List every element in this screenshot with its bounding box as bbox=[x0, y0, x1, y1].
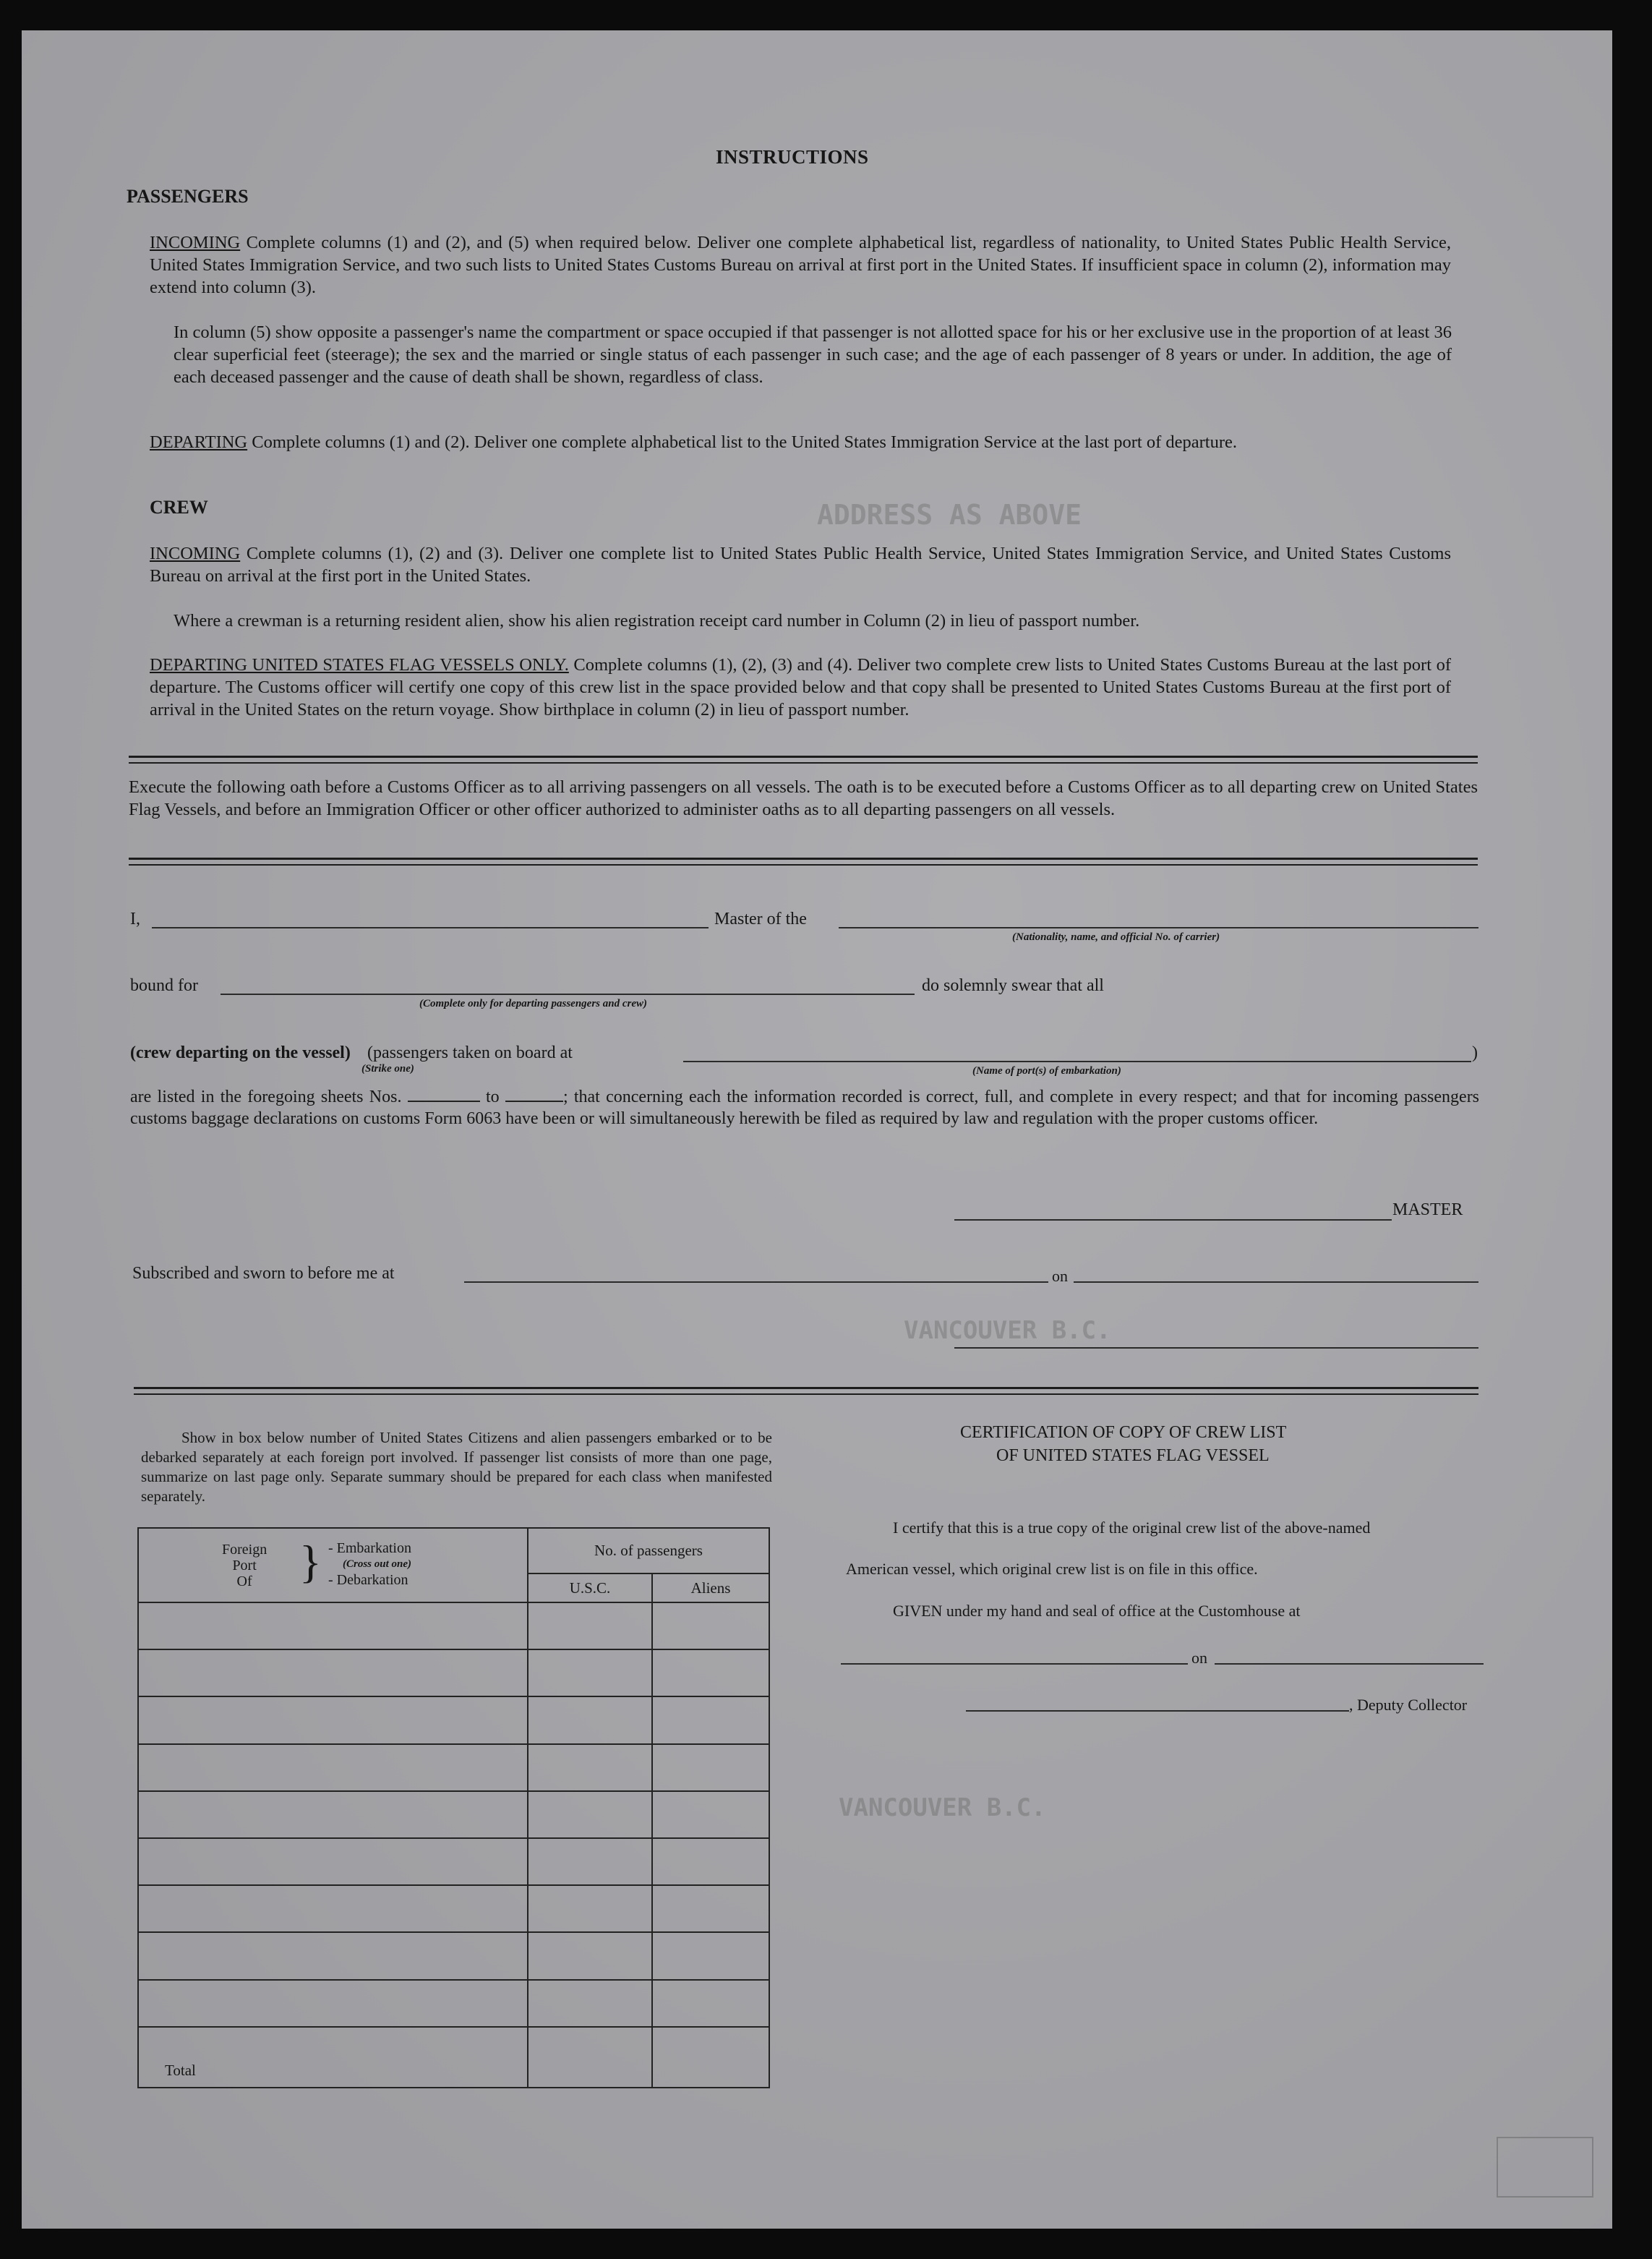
passengers-taken-option[interactable]: (passengers taken on board at bbox=[367, 1043, 573, 1062]
aliens-cell[interactable] bbox=[652, 1980, 769, 2027]
deputy-collector-label: , Deputy Collector bbox=[1349, 1696, 1468, 1714]
usc-header: U.S.C. bbox=[528, 1573, 652, 1602]
strike-one-hint: (Strike one) bbox=[361, 1063, 414, 1075]
passengers-heading: PASSENGERS bbox=[127, 186, 249, 207]
subscribed-date-field[interactable] bbox=[1074, 1281, 1478, 1283]
port-cell[interactable] bbox=[138, 1744, 528, 1791]
ports-hint: (Name of port(s) of embarkation) bbox=[972, 1065, 1121, 1077]
crew-departing-option[interactable]: (crew departing on the vessel) bbox=[130, 1043, 351, 1062]
aliens-cell[interactable] bbox=[652, 1696, 769, 1743]
sheet-from-field[interactable] bbox=[408, 1088, 480, 1102]
usc-cell[interactable] bbox=[528, 1791, 652, 1838]
usc-cell[interactable] bbox=[528, 1649, 652, 1696]
listed-text-b: ; that concerning each the information recorded is correct, full, and complete in every respect; and that for incoming passengers customs baggage declarations on customs Form 6063 have been or will simultaneously herewith be filed as required by law and regulation with the proper customs officer. bbox=[130, 1088, 1480, 1128]
usc-cell[interactable] bbox=[528, 1602, 652, 1649]
master-label: MASTER bbox=[1392, 1200, 1463, 1219]
certification-title-1: CERTIFICATION OF COPY OF CREW LIST bbox=[960, 1423, 1287, 1442]
master-signature-field[interactable] bbox=[954, 1219, 1392, 1221]
subscribed-on-label: on bbox=[1052, 1267, 1068, 1285]
port-cell[interactable] bbox=[138, 1696, 528, 1743]
crew-departing-label: DEPARTING UNITED STATES FLAG VESSELS ONLY. bbox=[150, 655, 569, 675]
usc-cell[interactable] bbox=[528, 1696, 652, 1743]
aliens-cell[interactable] bbox=[652, 1602, 769, 1649]
usc-cell[interactable] bbox=[528, 1932, 652, 1979]
aliens-header: Aliens bbox=[652, 1573, 769, 1602]
crew-resident-paragraph: Where a crewman is a returning resident alien, show his alien registration receipt card number in Column (2) in lieu of passport number. bbox=[174, 611, 1140, 631]
subscribed-label: Subscribed and sworn to before me at bbox=[132, 1264, 395, 1283]
port-cell[interactable] bbox=[138, 1602, 528, 1649]
port-cell[interactable] bbox=[138, 1649, 528, 1696]
section-divider bbox=[129, 756, 1478, 764]
aliens-cell[interactable] bbox=[652, 1744, 769, 1791]
listed-text-a: are listed in the foregoing sheets Nos. bbox=[130, 1088, 402, 1106]
foreign-port-header bbox=[138, 1528, 528, 1602]
debarkation-label[interactable]: - Debarkation bbox=[328, 1572, 408, 1588]
bleed-through-text: VANCOUVER B.C. bbox=[904, 1316, 1111, 1345]
crew-incoming-label: INCOMING bbox=[150, 544, 241, 563]
port-cell[interactable] bbox=[138, 1885, 528, 1932]
aliens-cell[interactable] bbox=[652, 1791, 769, 1838]
listed-paragraph bbox=[130, 1086, 1479, 1130]
usc-cell[interactable] bbox=[528, 1980, 652, 2027]
of-label: Of bbox=[236, 1573, 252, 1589]
certification-date-field[interactable] bbox=[1215, 1663, 1484, 1665]
port-cell[interactable] bbox=[138, 1791, 528, 1838]
passengers-incoming-paragraph bbox=[150, 231, 1451, 299]
crew-incoming-text: Complete columns (1), (2) and (3). Deliver one complete list to United States Public Health Service, United States Immigration Service, and United States Customs Bureau on arrival at the first port in the United States. bbox=[150, 544, 1451, 586]
bleed-through-text: ADDRESS AS ABOVE bbox=[817, 499, 1082, 531]
corner-stamp-box bbox=[1497, 2137, 1593, 2198]
aliens-cell[interactable] bbox=[652, 1649, 769, 1696]
brace-icon: } bbox=[299, 1536, 322, 1587]
passengers-departing-text: Complete columns (1) and (2). Deliver one complete alphabetical list to the United States Immigration Service at the last port of departure. bbox=[247, 432, 1237, 452]
subscribed-place-field[interactable] bbox=[464, 1281, 1048, 1283]
carrier-field[interactable] bbox=[839, 927, 1478, 928]
ports-field[interactable] bbox=[683, 1061, 1471, 1062]
passengers-column5-paragraph: In column (5) show opposite a passenger's name the compartment or space occupied if that passenger is not allotted space for his or her exclusive use in the proportion of at least 36 clear superficial feet (steerage); the sex and the married or single status of each passenger in such case; and the age of each passenger of 8 years or under. In addition, the age of each deceased passenger and the cause of death shall be shown, regardless of class. bbox=[174, 323, 1452, 387]
listed-to: to bbox=[486, 1088, 500, 1106]
section-divider bbox=[129, 858, 1478, 866]
aliens-total-cell[interactable] bbox=[652, 2027, 769, 2088]
carrier-hint: (Nationality, name, and official No. of carrier) bbox=[1012, 931, 1220, 943]
usc-cell[interactable] bbox=[528, 1885, 652, 1932]
deputy-signature-field[interactable] bbox=[966, 1710, 1349, 1712]
page-title: INSTRUCTIONS bbox=[716, 146, 869, 168]
port-cell[interactable] bbox=[138, 1838, 528, 1885]
certify-line-1: I certify that this is a true copy of the original crew list of the above-named bbox=[893, 1519, 1371, 1537]
crew-departing-paragraph bbox=[150, 654, 1451, 721]
no-passengers-header: No. of passengers bbox=[528, 1528, 769, 1573]
sheet-to-field[interactable] bbox=[505, 1088, 563, 1102]
given-line: GIVEN under my hand and seal of office at the Customhouse at bbox=[893, 1602, 1301, 1620]
passengers-departing-paragraph bbox=[150, 431, 1451, 453]
certify-line-2: American vessel, which original crew list is on file in this office. bbox=[846, 1560, 1258, 1578]
port-cell[interactable] bbox=[138, 1980, 528, 2027]
bound-for-label: bound for bbox=[130, 976, 198, 995]
bound-for-field[interactable] bbox=[221, 994, 915, 995]
section-divider bbox=[134, 1387, 1478, 1395]
foreign-label: Foreign bbox=[222, 1542, 268, 1558]
master-name-field[interactable] bbox=[152, 927, 709, 928]
certification-on-label: on bbox=[1191, 1649, 1207, 1667]
aliens-cell[interactable] bbox=[652, 1932, 769, 1979]
usc-cell[interactable] bbox=[528, 1838, 652, 1885]
crew-heading: CREW bbox=[150, 497, 208, 518]
embarkation-label[interactable]: - Embarkation bbox=[328, 1540, 411, 1556]
close-paren: ) bbox=[1472, 1043, 1478, 1062]
usc-cell[interactable] bbox=[528, 1744, 652, 1791]
summary-instructions: Show in box below number of United States Citizens and alien passengers embarked or to be debarked separately at each foreign port involved. If passenger list consists of more than one page, summarize on last page only. Separate summary should be prepared for each class when manifested separately. bbox=[141, 1429, 772, 1505]
aliens-cell[interactable] bbox=[652, 1838, 769, 1885]
passengers-incoming-text: Complete columns (1) and (2), and (5) when required below. Deliver one complete alphabetical list, regardless of nationality, to United States Public Health Service, United States Immigration Service, and two such lists to United States Customs Bureau on arrival at first port in the United States. If insufficient space in column (2), information may extend into column (3). bbox=[150, 233, 1451, 297]
passenger-summary-table bbox=[137, 1527, 770, 2088]
certification-title-2: OF UNITED STATES FLAG VESSEL bbox=[996, 1446, 1270, 1465]
usc-total-cell[interactable] bbox=[528, 2027, 652, 2088]
total-label: Total bbox=[138, 2027, 528, 2088]
cross-out-hint: (Cross out one) bbox=[343, 1558, 412, 1570]
bleed-through-text: VANCOUVER B.C. bbox=[839, 1793, 1046, 1822]
crew-incoming-paragraph bbox=[150, 542, 1451, 587]
crew-departing-text: Complete columns (1), (2), (3) and (4). Deliver two complete crew lists to United States Customs Bureau at the last port of departure. The Customs officer will certify one copy of this crew list in the space provided below and that copy shall be presented to United States Customs Bureau at the first port of arrival in the United States on the return voyage. Show birthplace in column (2) in lieu of passport number. bbox=[150, 655, 1451, 719]
port-cell[interactable] bbox=[138, 1932, 528, 1979]
oath-intro: Execute the following oath before a Customs Officer as to all arriving passengers on all vessels. The oath is to be executed before a Customs Officer as to all departing crew on United States Flag Vessels, and before an Immigration Officer or other officer authorized to administer oaths as to all departing passengers on all vessels. bbox=[129, 777, 1478, 819]
officer-signature-field[interactable] bbox=[954, 1347, 1478, 1349]
aliens-cell[interactable] bbox=[652, 1885, 769, 1932]
passengers-departing-label: DEPARTING bbox=[150, 432, 248, 452]
swear-label: do solemnly swear that all bbox=[922, 976, 1104, 995]
bound-for-hint: (Complete only for departing passengers and crew) bbox=[419, 998, 647, 1009]
master-of-label: Master of the bbox=[714, 910, 807, 928]
customhouse-field[interactable] bbox=[841, 1663, 1188, 1665]
port-label: Port bbox=[232, 1558, 257, 1573]
passengers-incoming-label: INCOMING bbox=[150, 233, 241, 252]
oath-i-label: I, bbox=[130, 910, 140, 928]
